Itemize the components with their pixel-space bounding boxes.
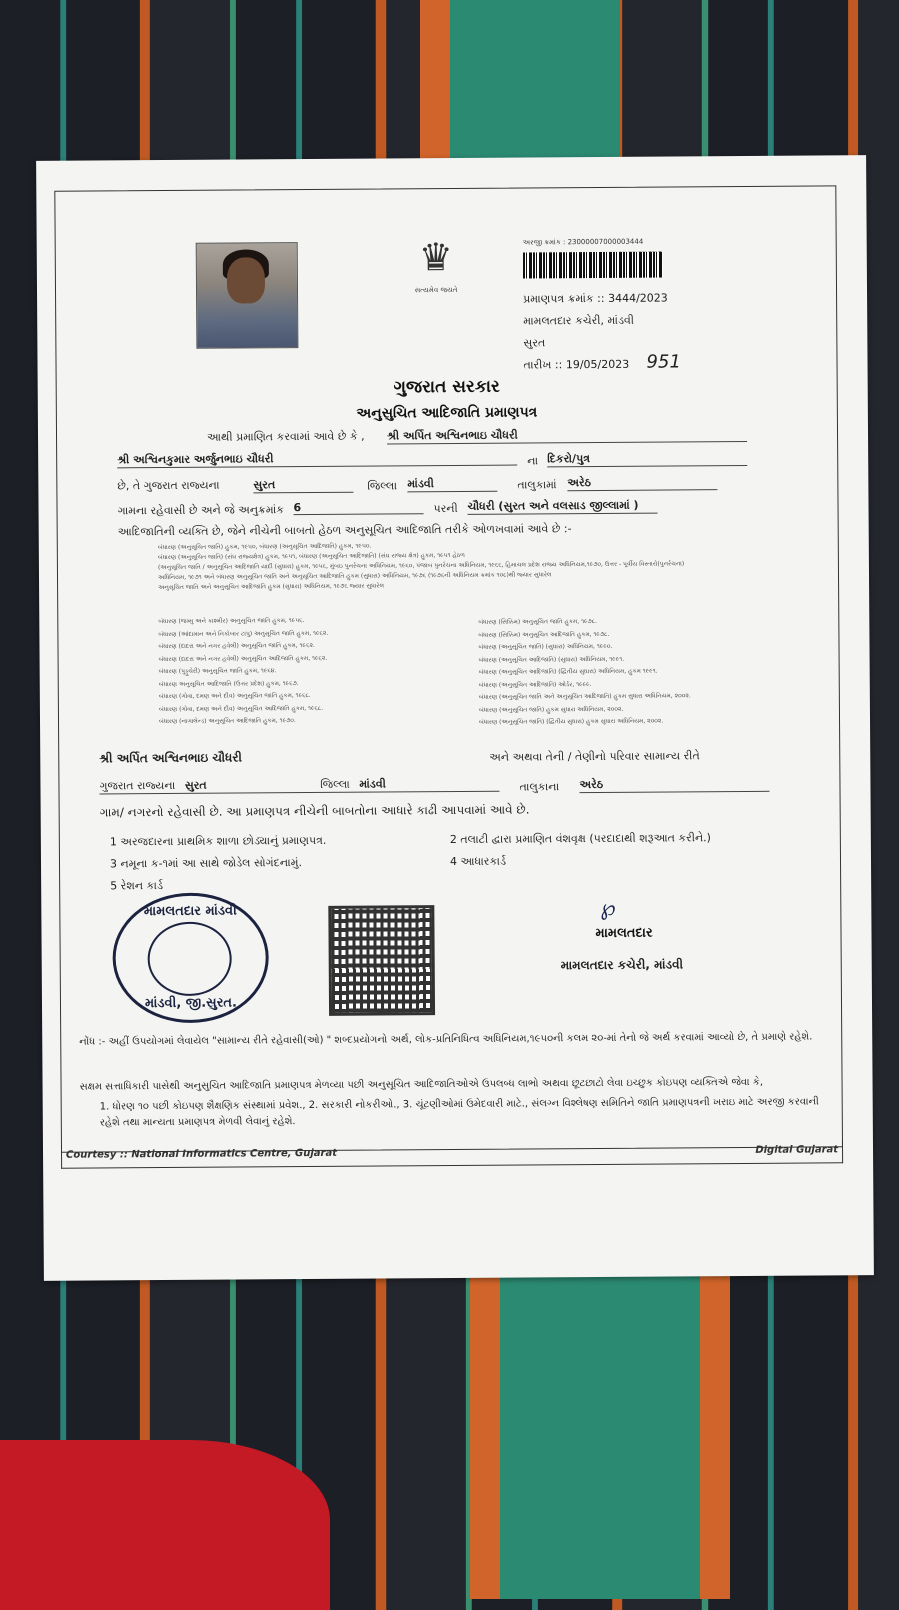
father-name: શ્રી અશ્વિનકુમાર અર્જુનભાઇ ચૌધરી (117, 451, 517, 469)
order-item: બંધારણ (આંદામાન અને નિકોબાર ટાપુ) અનુસૂચિત જાતિ હુકમ, ૧૯૬૨. (158, 629, 329, 638)
official-seal (112, 892, 269, 1023)
constitution-orders-block: બંધારણ (અનુસૂચિત જાતિ) હુકમ, ૧૯૫૦, બંધારણ (અનુસૂચિત આદિજાતિ) હુકમ, ૧૯૫૦. બંધારણ (અનુસૂચિત જાતિ) (સંઘ રાજ્યક્ષેત્ર) હુકમ, ૧૯૫૧, બંધારણ (અનુસૂચિત આદિજાતિ) (સંઘ રાજ્ય ક્ષેત્ર) હુકમ, ૧૯૫૧ હેઠળ (અનુસૂચિત જાતિ / અનુસૂચિત આદિજાતિ યાદી (સુધારા) હુકમ, ૧૯૫૬, મુંબઇ પુનર્રચના અધિનિયમ, ૧૯૬૦, પંજાબ પુનર્રચના અધિનિયમ, ૧૯૬૬, હિમાચલ પ્રદેશ રાજ્ય અધિનિયમ,૧૯૭૦, ઉત્તર - પૂર્વીય વિસ્તારો(પુનર્રચના) અધિનિયમ, ૧૯૭૧ અને બંધારણ અનુસૂચિત જાતિ અને અનુસૂચિત આદિજાતિ હુકમ (સુધારા) અધિનિયમ, ૧૯૭૬ (૧૯૭૬ની અધિનિયમ ક્રમાંક ૧૦૮)થી જ્યાર સુધારેલ અનુસૂચિત જાતિ અને અનુસૂચિત આદિજાતિ હુકમ (સુધારા) અધિનિયમ, ૧૯૭૬ જ્યાર સુધારેલ (157, 542, 685, 592)
order-item: બંધારણ (અનુસૂચિત જાતિ) (સુધારા) અધિનિયમ, ૧૯૯૦. (478, 642, 613, 651)
seal-emblem-icon (147, 922, 232, 997)
note-list: 1. ધોરણ ૧૦ પછી કોઇપણ શૈક્ષણિક સંસ્થામાં પ્રવેશ., 2. સરકારી નોકરીઓ., 3. ચૂંટણીઓમાં ઉમેદવારી માટે., સંલગ્ન વિશ્લેષણ સમિતિને જાતિ પ્રમાણપત્રની ખરાઇ માટે અરજી કરવાની રહેશે તથા માન્યતા પ્રમાણપત્ર મેળવી લેવાનું રહેશે. (99, 1096, 819, 1129)
rug-stripe (470, 1275, 730, 1599)
certificate-frame (54, 185, 843, 1152)
order-item: બંધારણ (અનુસૂચિત જાતિ અને અનુસૂચિત આદિજાતિ) હુકમ સુધારા અધિનિયમ, ૨૦૦૨. (478, 692, 691, 701)
parni-label: પરની (433, 501, 458, 516)
relation: દિકરો/પુત્ર (547, 451, 747, 467)
signatory-office: મામલતદાર કચેરી, માંડવી (560, 957, 684, 973)
order-item: બંધારણ (દાદરા અને નગર હવેલી) અનુસૂચિત આદિજાતિ હુકમ, ૧૯૬૨. (158, 654, 328, 663)
residence-village: અરેઠ (579, 777, 769, 793)
issuing-city: સુરત (523, 336, 546, 350)
order-item: બંધારણ અનુસૂચિત આદિજાતિ (ઉત્તર પ્રદેશ) હુકમ, ૧૯૬૭. (158, 679, 299, 688)
footer-brand: Digital Gujarat (755, 1144, 839, 1156)
state-text: છે, તે ગુજરાત રાજ્યના (117, 478, 220, 493)
issuing-office: મામલતદાર કચેરી, માંડવી (523, 313, 635, 328)
emblem-icon: ♛ સત્યમેવ જયતે (411, 229, 461, 299)
seal-text: મામલતદાર માંડવી (143, 903, 237, 920)
rug-stripe (420, 0, 450, 160)
footer-bar (61, 1140, 843, 1168)
residence-state-line (99, 777, 499, 795)
orders-left-list (158, 614, 469, 729)
seal-bottom-text: માંડવી, જી.સુરત. (144, 995, 238, 1012)
order-item: બંધારણ (અનુસૂચિત આદિજાતિ) ઓર્ડર, ૧૯૯૯. (478, 680, 592, 689)
residence-state-district: સુરત (184, 778, 207, 792)
order-item: બંધારણ (પુડ્ડુચેરી) અનુસૂચિત જાતિ હુકમ, ૧૯૬૪. (158, 667, 277, 676)
basis-text: ગામ/ નગરનો રહેવાસી છે. આ પ્રમાણપત્ર નીચેની બાબતોના આધારે કાઢી આપવામાં આવે છે. (99, 802, 530, 820)
rug-stripe (450, 0, 620, 160)
family-text: અને અથવા તેની / તેણીનો પરિવાર સામાન્ય રીતે (489, 749, 700, 764)
document-item-4: 4 આધારકાર્ડ (449, 854, 507, 869)
taluka-of-label: તાલુકાના (519, 780, 560, 794)
signature: ℘ (600, 895, 616, 921)
tribe-text: આદિજાતિની વ્યક્તિ છે, જેને નીચેની બાબતો હેઠળ અનુસૂચિત આદિજાતિ તરીકે ઓળખવામાં આવે છે :- (117, 522, 572, 539)
handwritten-number: 951 (646, 351, 681, 373)
district-label: જિલ્લા (367, 479, 398, 493)
order-item: બંધારણ (સિક્કિમ) અનુસૂચિત જાતિ હુકમ, ૧૯૭૮. (478, 618, 597, 626)
certificate-number: પ્રમાણપત્ર ક્રમાંક :: 3444/2023 (523, 291, 668, 306)
document-item-1: 1 અરજદારના પ્રાથમિક શાળા છોડ્યાનું પ્રમાણપત્ર. (109, 833, 327, 849)
barcode (523, 252, 663, 279)
residence-district-label: જિલ્લા (320, 777, 350, 791)
emblem-caption: સત્યમેવ જયતે (414, 285, 458, 295)
document-item-2: 2 તલાટી દ્વારા પ્રમાણિત વંશવૃક્ષ (પરદાદાથી શરૂઆત કરીને.) (449, 831, 711, 847)
reference-number: અરજી ક્રમાંક : 23000007000003444 (522, 237, 644, 247)
certificate-paper (36, 155, 874, 1281)
residence-district: માંડવી (359, 777, 386, 791)
taluka-label: તાલુકામાં (517, 478, 557, 492)
applicant-photo (196, 242, 299, 349)
order-item: બંધારણ (અનુસૂચિત જાતિ) (દ્વિતીય સુધારા) હુકમ સુધારા અધિનિયમ, ૨૦૦૨. (479, 717, 664, 726)
applicant-name: શ્રી અર્પિત અશ્વિનભાઇ ચૌધરી (387, 427, 747, 445)
order-item: બંધારણ (નાગાલેન્ડ) અનુસૂચિત આદિજાતિ હુકમ, ૧૯૭૦. (158, 717, 296, 726)
order-item: બંધારણ (ગોવા, દમણ અને દીવ) અનુસૂચિત આદિજાતિ હુકમ, ૧૯૬૮. (158, 704, 324, 713)
resident-text: ગામના રહેવાસી છે અને જે અનુક્રમાંક (117, 503, 285, 518)
gujarat-state-label: ગુજરાત રાજ્યના (99, 778, 176, 793)
issue-date: તારીખ :: 19/05/2023 (523, 357, 630, 372)
signatory-title: મામલતદાર (595, 925, 653, 942)
qr-code (328, 905, 435, 1016)
district: માંડવી (407, 477, 497, 493)
footer-courtesy: Courtesy :: National Informatics Centre, Gujarat (66, 1147, 338, 1161)
order-item: બંધારણ (અનુસૂચિત જાતિ) હુકમ સુધારા અધિનિયમ, ૨૦૦૨. (478, 705, 624, 714)
red-cloth (0, 1440, 330, 1610)
applicant-name-repeat: શ્રી અર્પિત અશ્વિનભાઇ ચૌધરી (99, 750, 242, 766)
tribe-name: ચૌધરી (સુરત અને વલસાડ જીલ્લામાં ) (467, 499, 657, 515)
order-item: બંધારણ (અનુસૂચિત આદિજાતિ) (દ્વિતીય સુધારા) અધિનિયમ, હુકમ ૧૯૯૧. (478, 667, 658, 676)
village: અરેઠ (567, 475, 717, 491)
document-item-5: 5 રેશન કાર્ડ (110, 879, 164, 893)
certify-text: આથી પ્રમાણિત કરવામાં આવે છે કે , (206, 429, 365, 444)
government-title: ગુજરાત સરકાર (393, 376, 500, 398)
order-item: બંધારણ (સિક્કિમ) અનુસૂચિત આદિજાતિ હુકમ, ૧૯૭૮. (478, 630, 610, 639)
order-item: બંધારણ (અનુસૂચિત આદિજાતિ) (સુધારા) અધિનિયમ, ૧૯૯૧. (478, 655, 625, 664)
na-label: ના (527, 454, 539, 468)
state-district: સુરત (253, 478, 353, 494)
order-item: બંધારણ (દાદરા અને નગર હવેલી) અનુસૂચિત જાતિ હુકમ, ૧૯૬૨. (158, 641, 315, 651)
note-residence: નોંધ :- અહીં ઉપયોગમાં લેવાયેલ "સામાન્ય રીતે રહેવાસી(ઓ) " શબ્દપ્રયોગનો અર્થ, લોક-પ્રતિનિધિત્વ અધિનિયમ,૧૯૫૦ની કલમ ૨૦-માં તેનો જે અર્થ કરવામાં આવ્યો છે, તે પ્રમાણે રહેશે. (79, 1031, 813, 1048)
order-item: બંધારણ (ગોવા, દમણ અને દીવ) અનુસૂચિત જાતિ હુકમ, ૧૯૬૮. (158, 692, 311, 701)
orders-right-list (478, 614, 819, 729)
certificate-title: અનુસુચિત આદિજાતિ પ્રમાણપત્ર (356, 404, 538, 422)
serial-number: 6 (293, 500, 423, 515)
order-item: બંધારણ (જમ્મુ અને કાશ્મીર) અનુસૂચિત જાતિ હુકમ, ૧૯૫૬. (158, 617, 305, 626)
document-item-3: 3 નમૂના ક-૧માં આ સાથે જોડેલ સોગંદનામું. (109, 856, 303, 871)
note-benefits: સક્ષમ સત્તાધિકારી પાસેથી અનુસુચિત આદિજાતિ પ્રમાણપત્ર મેળવ્યા પછી અનુસૂચિત આદિજાતિઓએ ઉપલબ્ધ લાભો અથવા છૂટછાટો લેવા ઇચ્છુક કોઇપણ વ્યક્તિએ જેવા કે, (79, 1076, 764, 1093)
